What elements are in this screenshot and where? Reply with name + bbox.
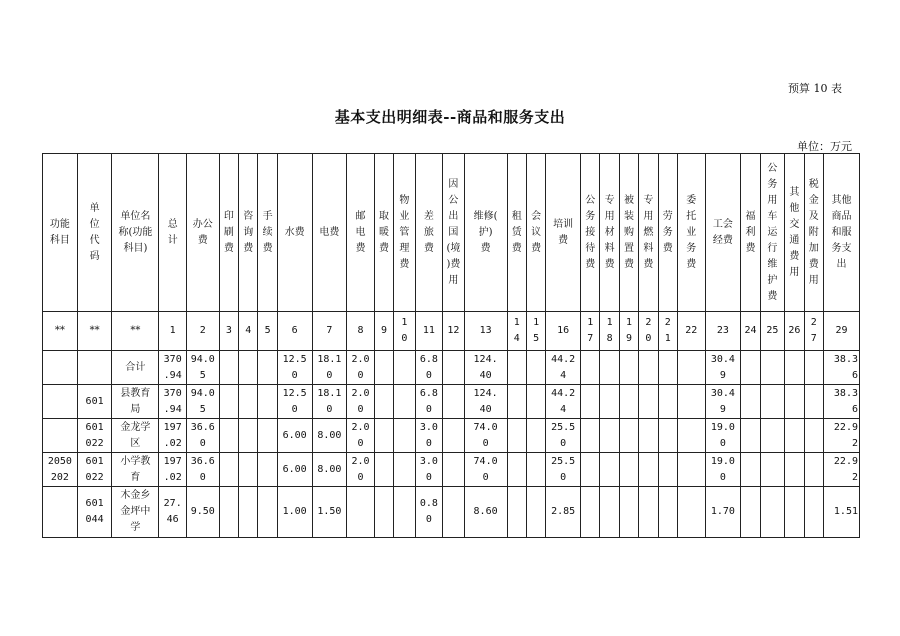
column-header: 其 他 交 通 费 用	[785, 154, 804, 312]
amount-cell	[507, 419, 526, 453]
amount-cell: 18.1 0	[312, 385, 347, 419]
amount-cell	[581, 385, 600, 419]
amount-cell	[394, 351, 415, 385]
amount-cell	[619, 419, 638, 453]
column-index: 2 1	[658, 312, 677, 351]
function-code-cell	[43, 351, 78, 385]
unit-name-cell: 金龙学 区	[112, 419, 159, 453]
amount-cell	[639, 419, 658, 453]
column-header: 福 利 费	[741, 154, 760, 312]
column-header: 其他 商品 和服 务支 出	[823, 154, 859, 312]
column-index: 1	[159, 312, 187, 351]
column-header: 电费	[312, 154, 347, 312]
amount-cell: 1.00	[277, 487, 312, 538]
unit-name-cell: 县教育 局	[112, 385, 159, 419]
amount-cell	[785, 487, 804, 538]
amount-cell	[526, 419, 545, 453]
amount-cell: 2.0 0	[347, 351, 375, 385]
column-index: 2	[186, 312, 219, 351]
amount-cell	[239, 453, 258, 487]
amount-cell	[581, 351, 600, 385]
column-index: 1 0	[394, 312, 415, 351]
amount-cell	[581, 487, 600, 538]
amount-cell	[394, 419, 415, 453]
amount-cell: 8.00	[312, 453, 347, 487]
table-row	[43, 453, 860, 487]
column-header: 维修( 护) 费	[464, 154, 507, 312]
amount-cell	[785, 385, 804, 419]
column-index: 22	[677, 312, 705, 351]
column-index: 1 4	[507, 312, 526, 351]
column-header: 租 赁 费	[507, 154, 526, 312]
amount-cell	[785, 453, 804, 487]
amount-cell: 12.5 0	[277, 385, 312, 419]
function-code-cell	[43, 385, 78, 419]
amount-cell: 94.0 5	[186, 385, 219, 419]
column-index: 13	[464, 312, 507, 351]
amount-cell	[760, 453, 785, 487]
column-index: 11	[415, 312, 443, 351]
column-header: 单 位 代 码	[77, 154, 112, 312]
amount-cell	[219, 351, 238, 385]
amount-cell: 12.5 0	[277, 351, 312, 385]
amount-cell: 18.1 0	[312, 351, 347, 385]
column-header: 邮 电 费	[347, 154, 375, 312]
page-title: 基本支出明细表--商品和服务支出	[334, 108, 566, 126]
amount-cell: 6.00	[277, 453, 312, 487]
amount-cell	[804, 487, 823, 538]
column-header: 专 用 燃 料 费	[639, 154, 658, 312]
amount-cell	[443, 419, 464, 453]
amount-cell	[443, 385, 464, 419]
column-header: 公 务 用 车 运 行 维 护 费	[760, 154, 785, 312]
unit-name-cell: 合计	[112, 351, 159, 385]
amount-cell: 1.70	[705, 487, 741, 538]
amount-cell	[581, 453, 600, 487]
amount-cell: 6.8 0	[415, 351, 443, 385]
column-header: 总 计	[159, 154, 187, 312]
column-header: 功能 科目	[43, 154, 78, 312]
unit-code-cell: 601 022	[77, 419, 112, 453]
amount-cell: 27. 46	[159, 487, 187, 538]
amount-cell: 36.6 0	[186, 453, 219, 487]
amount-cell	[600, 385, 619, 419]
column-header: 印 刷 费	[219, 154, 238, 312]
amount-cell	[258, 385, 277, 419]
amount-cell: 25.5 0	[546, 453, 581, 487]
column-index: 1 9	[619, 312, 638, 351]
amount-cell	[374, 385, 393, 419]
amount-cell	[677, 453, 705, 487]
column-header: 办公 费	[186, 154, 219, 312]
column-index: 9	[374, 312, 393, 351]
amount-cell: 0.8 0	[415, 487, 443, 538]
function-code-cell	[43, 487, 78, 538]
amount-cell	[374, 453, 393, 487]
amount-cell	[526, 487, 545, 538]
column-header: 单位名 称(功能 科目)	[112, 154, 159, 312]
amount-cell: 44.2 4	[546, 351, 581, 385]
amount-cell	[526, 351, 545, 385]
column-index: 16	[546, 312, 581, 351]
amount-cell	[619, 487, 638, 538]
amount-cell	[219, 419, 238, 453]
unit-code-cell	[77, 351, 112, 385]
amount-cell	[239, 385, 258, 419]
amount-cell: 370 .94	[159, 385, 187, 419]
amount-cell	[619, 351, 638, 385]
table-row	[43, 385, 860, 419]
amount-cell	[258, 487, 277, 538]
column-header: 培训 费	[546, 154, 581, 312]
amount-cell: 25.5 0	[546, 419, 581, 453]
amount-cell: 2.85	[546, 487, 581, 538]
amount-cell	[760, 419, 785, 453]
amount-cell	[600, 487, 619, 538]
amount-cell	[347, 487, 375, 538]
amount-cell: 2.0 0	[347, 419, 375, 453]
amount-cell	[658, 385, 677, 419]
amount-cell	[760, 487, 785, 538]
unit-name-cell: 木金乡 金坪中 学	[112, 487, 159, 538]
column-header: 差 旅 费	[415, 154, 443, 312]
amount-cell: 3.0 0	[415, 419, 443, 453]
amount-cell	[526, 385, 545, 419]
amount-cell	[600, 419, 619, 453]
amount-cell	[804, 385, 823, 419]
column-header: 公 务 接 待 费	[581, 154, 600, 312]
amount-cell	[760, 385, 785, 419]
amount-cell	[741, 385, 760, 419]
amount-cell: 124. 40	[464, 351, 507, 385]
column-index-row	[43, 312, 860, 351]
column-index: 25	[760, 312, 785, 351]
amount-cell	[507, 487, 526, 538]
amount-cell	[639, 351, 658, 385]
amount-cell: 6.00	[277, 419, 312, 453]
column-header: 会 议 费	[526, 154, 545, 312]
amount-cell: 370 .94	[159, 351, 187, 385]
column-index: 7	[312, 312, 347, 351]
amount-cell: 30.4 9	[705, 385, 741, 419]
column-index: 1 7	[581, 312, 600, 351]
amount-cell	[619, 385, 638, 419]
amount-cell	[219, 487, 238, 538]
unit-label: 单位：万元	[797, 140, 852, 153]
amount-cell: 19.0 0	[705, 419, 741, 453]
amount-cell	[804, 453, 823, 487]
amount-cell: 74.0 0	[464, 419, 507, 453]
amount-cell	[374, 419, 393, 453]
amount-cell	[394, 453, 415, 487]
amount-cell	[677, 487, 705, 538]
function-code-cell: 2050 202	[43, 453, 78, 487]
amount-cell	[258, 453, 277, 487]
amount-cell	[804, 419, 823, 453]
amount-cell: 197 .02	[159, 453, 187, 487]
amount-cell	[760, 351, 785, 385]
column-header: 委 托 业 务 费	[677, 154, 705, 312]
column-header: 工会 经费	[705, 154, 741, 312]
amount-cell	[639, 487, 658, 538]
column-header: 取 暖 费	[374, 154, 393, 312]
amount-cell: 30.4 9	[705, 351, 741, 385]
column-header: 物 业 管 理 费	[394, 154, 415, 312]
amount-cell: 38.3 6	[823, 385, 859, 419]
amount-cell: 2.0 0	[347, 385, 375, 419]
table-row	[43, 351, 860, 385]
unit-code-cell: 601 044	[77, 487, 112, 538]
column-index: 12	[443, 312, 464, 351]
amount-cell	[581, 419, 600, 453]
amount-cell	[219, 385, 238, 419]
amount-cell	[619, 453, 638, 487]
amount-cell	[443, 487, 464, 538]
amount-cell	[741, 487, 760, 538]
amount-cell: 74.0 0	[464, 453, 507, 487]
amount-cell: 3.0 0	[415, 453, 443, 487]
amount-cell	[258, 419, 277, 453]
form-number: 预算 10 表	[788, 82, 842, 95]
amount-cell: 8.00	[312, 419, 347, 453]
amount-cell: 36.6 0	[186, 419, 219, 453]
amount-cell	[785, 419, 804, 453]
amount-cell	[507, 453, 526, 487]
column-index: **	[112, 312, 159, 351]
column-index: 6	[277, 312, 312, 351]
column-index: 5	[258, 312, 277, 351]
amount-cell: 8.60	[464, 487, 507, 538]
amount-cell: 19.0 0	[705, 453, 741, 487]
amount-cell: 1.51	[823, 487, 859, 538]
amount-cell: 22.9 2	[823, 453, 859, 487]
amount-cell: 1.50	[312, 487, 347, 538]
amount-cell	[677, 351, 705, 385]
amount-cell	[526, 453, 545, 487]
amount-cell	[600, 453, 619, 487]
column-header: 专 用 材 料 费	[600, 154, 619, 312]
column-index: 3	[219, 312, 238, 351]
amount-cell: 6.8 0	[415, 385, 443, 419]
column-header: 劳 务 费	[658, 154, 677, 312]
amount-cell: 94.0 5	[186, 351, 219, 385]
unit-code-cell: 601	[77, 385, 112, 419]
column-index: **	[43, 312, 78, 351]
amount-cell	[658, 351, 677, 385]
function-code-cell	[43, 419, 78, 453]
amount-cell	[443, 453, 464, 487]
amount-cell	[741, 419, 760, 453]
amount-cell	[374, 487, 393, 538]
expenditure-table	[42, 153, 860, 538]
column-header: 水费	[277, 154, 312, 312]
unit-code-cell: 601 022	[77, 453, 112, 487]
column-index: 8	[347, 312, 375, 351]
amount-cell	[443, 351, 464, 385]
amount-cell	[394, 487, 415, 538]
amount-cell	[658, 453, 677, 487]
amount-cell	[507, 351, 526, 385]
header-row	[43, 154, 860, 312]
column-index: 1 8	[600, 312, 619, 351]
amount-cell: 9.50	[186, 487, 219, 538]
amount-cell	[507, 385, 526, 419]
column-header: 被 装 购 置 费	[619, 154, 638, 312]
amount-cell	[677, 419, 705, 453]
column-header: 因 公 出 国 (境 )费 用	[443, 154, 464, 312]
amount-cell	[639, 453, 658, 487]
column-index: 24	[741, 312, 760, 351]
amount-cell	[677, 385, 705, 419]
column-header: 咨 询 费	[239, 154, 258, 312]
amount-cell	[394, 385, 415, 419]
amount-cell	[658, 419, 677, 453]
column-index: 29	[823, 312, 859, 351]
column-index: 4	[239, 312, 258, 351]
amount-cell	[600, 351, 619, 385]
column-header: 税 金 及 附 加 费 用	[804, 154, 823, 312]
amount-cell	[785, 351, 804, 385]
amount-cell: 44.2 4	[546, 385, 581, 419]
amount-cell	[741, 351, 760, 385]
amount-cell: 22.9 2	[823, 419, 859, 453]
amount-cell: 197 .02	[159, 419, 187, 453]
amount-cell	[658, 487, 677, 538]
table-row	[43, 419, 860, 453]
amount-cell	[239, 351, 258, 385]
amount-cell	[258, 351, 277, 385]
column-header: 手 续 费	[258, 154, 277, 312]
column-index: 26	[785, 312, 804, 351]
column-index: 2 0	[639, 312, 658, 351]
column-index: 23	[705, 312, 741, 351]
column-index: **	[77, 312, 112, 351]
table-row	[43, 487, 860, 538]
amount-cell: 38.3 6	[823, 351, 859, 385]
amount-cell	[741, 453, 760, 487]
amount-cell	[804, 351, 823, 385]
column-index: 1 5	[526, 312, 545, 351]
amount-cell	[239, 419, 258, 453]
amount-cell	[239, 487, 258, 538]
amount-cell: 124. 40	[464, 385, 507, 419]
amount-cell: 2.0 0	[347, 453, 375, 487]
amount-cell	[639, 385, 658, 419]
column-index: 2 7	[804, 312, 823, 351]
amount-cell	[374, 351, 393, 385]
amount-cell	[219, 453, 238, 487]
unit-name-cell: 小学教 育	[112, 453, 159, 487]
